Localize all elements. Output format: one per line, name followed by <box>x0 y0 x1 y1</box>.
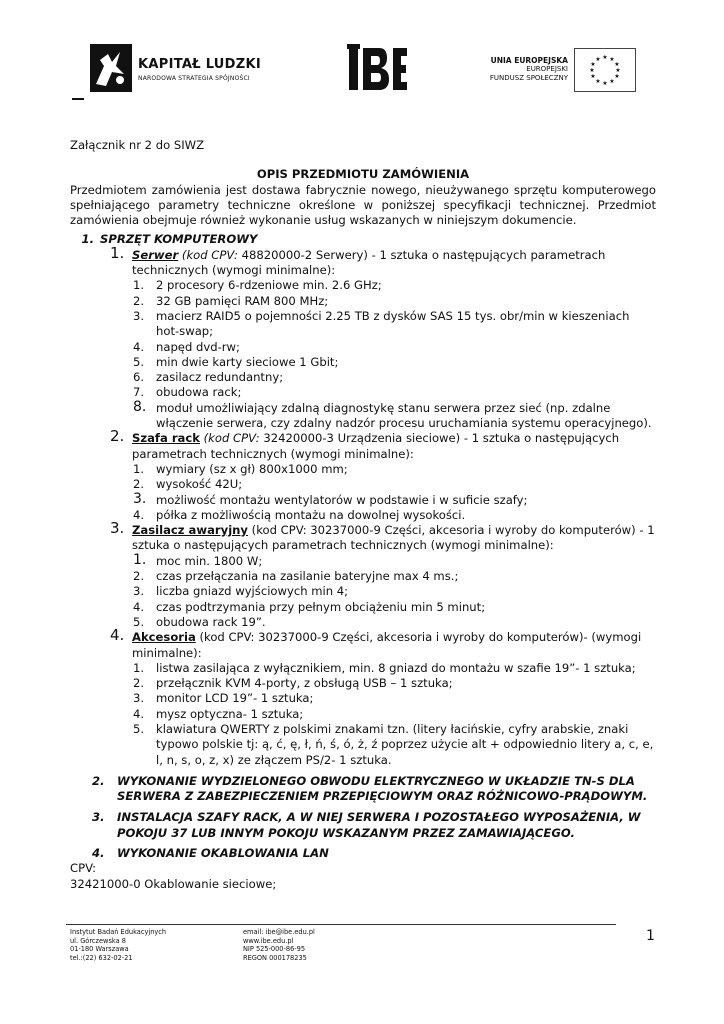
spec-item <box>70 551 656 569</box>
spec-item <box>70 398 656 432</box>
page-number: 1 <box>646 928 655 944</box>
equipment-item-number: 2. <box>110 427 125 446</box>
spec-item-number: 3. <box>133 308 145 323</box>
footer-contact <box>243 928 315 962</box>
section-3-number: 3. <box>92 810 105 825</box>
spec-item-text: 2 procesory 6-rdzeniowe min. 2.6 GHz; <box>156 278 382 293</box>
spec-item <box>70 355 656 370</box>
spec-item-text: klawiatura QWERTY z polskimi znakami tzn. (litery łacińskie, cyfry arabskie, znaki typowo polskie tj: ą, ć, ę, ł, ń, ś, ó, ż, ź poprzez użycie alt + odpowiednio litery a, c, e, l, n, s, o, z, x) ze złączem PS/2- 1 sztuka. <box>156 721 654 767</box>
spec-item-number: 8. <box>133 398 147 415</box>
spec-item-number: 4. <box>133 339 145 354</box>
spec-item <box>70 294 656 309</box>
equipment-item-description: (kod CPV: 30237000-9 Części, akcesoria i wyroby do komputerów) - 1 sztuka o następujących parametrach technicznych (wymogi minimalne): <box>132 523 655 553</box>
spec-item <box>70 340 656 355</box>
spec-item-text: napęd dvd-rw; <box>156 339 240 354</box>
spec-item-text: wymiary (sz x gł) 800x1000 mm; <box>156 461 348 476</box>
spec-item-number: 1. <box>133 551 147 568</box>
header-dash <box>72 98 84 100</box>
spec-item <box>70 600 656 615</box>
spec-item-number: 2. <box>133 676 145 691</box>
spec-item <box>70 490 656 508</box>
equipment-item <box>70 243 656 279</box>
footer-website: www.ibe.edu.pl <box>243 936 294 945</box>
eu-line3: FUNDUSZ SPOŁECZNY <box>489 74 568 82</box>
document-body <box>70 138 656 892</box>
spec-item-number: 1. <box>133 278 145 293</box>
svg-text:★: ★ <box>602 54 608 61</box>
spec-item <box>70 691 656 706</box>
section-1-title: SPRZĘT KOMPUTEROWY <box>100 232 258 247</box>
equipment-item-description: 32420000-3 Urządzenia sieciowe) - 1 sztuka o następujących parametrach technicznych (wymogi minimalne): <box>132 431 620 461</box>
spec-item-number: 3. <box>133 691 145 706</box>
eu-line1: UNIA EUROPEJSKA <box>490 56 568 65</box>
equipment-item-cpv-label: (kod CPV: <box>199 431 260 446</box>
footer-email: email: ibe@ibe.edu.pl <box>243 928 315 936</box>
cpv-label: CPV: <box>70 861 96 876</box>
equipment-item-description: 48820000-2 Serwery) - 1 sztuka o następujących parametrach technicznych (wymogi minimalne): <box>132 247 606 278</box>
spec-item <box>70 615 656 630</box>
spec-item-text: monitor LCD 19”- 1 sztuka; <box>156 691 314 706</box>
section-3-title: INSTALACJA SZAFY RACK, A W NIEJ SERWERA I POZOSTAŁEGO WYPOSAŻENIA, W POKOJU 37 LUB INNYM POKOJU WSKAZANYM PRZEZ ZAMAWIAJĄCEGO. <box>117 810 641 840</box>
footer-address-line: Instytut Badań Edukacyjnych <box>70 928 167 936</box>
spec-item-text: możliwość montażu wentylatorów w podstawie i w suficie szafy; <box>156 492 528 507</box>
equipment-item-name: Akcesoria <box>132 630 196 645</box>
spec-item-text: liczba gniazd wyjściowych min 4; <box>156 584 349 599</box>
svg-text:★: ★ <box>595 78 601 85</box>
kapital-ludzki-subtitle: NARODOWA STRATEGIA SPÓJNOŚCI <box>138 75 250 82</box>
footer-divider <box>66 924 616 925</box>
section-4-title: WYKONANIE OKABLOWANIA LAN <box>117 846 329 861</box>
eu-line2: EUROPEJSKI <box>526 65 568 73</box>
svg-text:★: ★ <box>614 61 620 68</box>
section-2-title: WYKONANIE WYDZIELONEGO OBWODU ELEKTRYCZNEGO W UKŁADZIE TN-S DLA SERWERA Z ZABEZPIECZENIEM PRZEPIĘCIOWYM ORAZ RÓŻNICOWO-PRĄDOWYM. <box>117 773 648 804</box>
spec-item-text: macierz RAID5 o pojemności 2.25 TB z dysków SAS 15 tys. obr/min w kieszeniach hot-swap; <box>156 308 630 339</box>
section-1-heading <box>70 232 656 247</box>
svg-text:★: ★ <box>615 67 621 74</box>
spec-item <box>70 584 656 599</box>
eu-flag-icon <box>574 48 636 92</box>
svg-text:★: ★ <box>589 67 595 74</box>
footer-address <box>70 928 166 962</box>
spec-item <box>70 508 656 523</box>
footer-nip: NIP 525-000-86-95 <box>243 945 306 954</box>
spec-item-number: 4. <box>133 507 145 522</box>
spec-item-number: 4. <box>133 599 145 614</box>
intro-paragraph: Przedmiotem zamówienia jest dostawa fabrycznie nowego, nieużywanego sprzętu komputerowego spełniającego parametry techniczne określone w poniższej specyfikacji technicznej. Przedmiot zamówienia obejmuje również wykonanie usług wskazanych w niniejszym dokumencie. <box>70 182 656 228</box>
footer-regon: REGON 000178235 <box>243 953 307 962</box>
spec-item <box>70 707 656 722</box>
spec-item-number: 3. <box>133 490 147 507</box>
spec-item-number: 3. <box>133 584 145 599</box>
kapital-ludzki-logo-icon <box>90 44 132 92</box>
svg-text:★: ★ <box>609 56 615 63</box>
spec-item-text: przełącznik KVM 4-porty, z obsługą USB – 1 sztuka; <box>156 676 453 691</box>
equipment-item-number: 4. <box>110 626 125 645</box>
spec-item <box>70 309 656 340</box>
svg-text:★: ★ <box>609 78 615 85</box>
equipment-item <box>70 519 656 554</box>
header <box>0 40 724 110</box>
spec-item-number: 1. <box>133 461 145 476</box>
spec-item <box>70 278 656 293</box>
spec-item-text: 32 GB pamięci RAM 800 MHz; <box>156 293 329 308</box>
spec-item-text: moc min. 1800 W; <box>156 553 263 568</box>
eu-label <box>470 56 568 83</box>
spec-item-number: 2. <box>133 477 145 492</box>
equipment-item-description: (kod CPV: 30237000-9 Części, akcesoria i wyroby do komputerów)- (wymogi minimalne): <box>132 630 642 660</box>
spec-item <box>70 661 656 676</box>
spec-item-text: zasilacz redundantny; <box>156 370 284 385</box>
spec-item-text: obudowa rack 19”. <box>156 614 266 629</box>
spec-item-text: min dwie karty sieciowe 1 Gbit; <box>156 354 339 369</box>
document-title: OPIS PRZEDMIOTU ZAMÓWIENIA <box>256 167 470 182</box>
spec-item-text: czas przełączania na zasilanie bateryjne max 4 ms.; <box>156 569 459 584</box>
spec-item-text: listwa zasilająca z wyłącznikiem, min. 8 gniazd do montażu w szafie 19”- 1 sztuka; <box>156 660 636 675</box>
equipment-item <box>70 626 656 661</box>
spec-item-number: 5. <box>133 614 145 629</box>
spec-item <box>70 722 656 768</box>
spec-item-text: mysz optyczna- 1 sztuka; <box>156 706 304 721</box>
section-3-heading <box>70 810 656 841</box>
spec-item-number: 5. <box>133 721 145 736</box>
section-2-heading <box>70 774 656 805</box>
section-4-number: 4. <box>92 846 105 861</box>
spec-item <box>70 370 656 385</box>
footer-address-line: tel.:(22) 632-02-21 <box>70 953 133 962</box>
footer-address-line: ul. Górczewska 8 <box>70 936 126 945</box>
equipment-item-name: Zasilacz awaryjny <box>132 523 248 538</box>
spec-item <box>70 676 656 691</box>
equipment-list <box>70 243 656 768</box>
section-2-number: 2. <box>92 773 105 788</box>
svg-text:★: ★ <box>614 73 620 80</box>
ibe-logo-icon <box>345 44 409 94</box>
section-1-number: 1. <box>81 232 94 247</box>
svg-text:★: ★ <box>602 80 608 87</box>
svg-text:★: ★ <box>595 56 601 63</box>
spec-item-text: moduł umożliwiający zdalną diagnostykę stanu serwera przez sieć (np. zdalne włączenie serwera, czy zdalny nadzór procesu uruchamiania systemu operacyjnego). <box>156 400 652 431</box>
spec-item-number: 2. <box>133 293 145 308</box>
equipment-item-name: Szafa rack <box>132 431 200 446</box>
equipment-item-number: 1. <box>110 243 125 262</box>
spec-item <box>70 462 656 477</box>
spec-item-text: czas podtrzymania przy pełnym obciążeniu min 5 minut; <box>156 599 486 614</box>
section-4-heading <box>70 846 656 861</box>
spec-item <box>70 385 656 400</box>
spec-item-number: 5. <box>133 354 145 369</box>
spec-item-number: 4. <box>133 706 145 721</box>
footer-address-line: 01-180 Warszawa <box>70 945 129 954</box>
spec-item-number: 2. <box>133 569 145 584</box>
equipment-item-cpv-label: (kod CPV: <box>178 247 238 262</box>
svg-text:★: ★ <box>590 61 596 68</box>
cpv-value: 32421000-0 Okablowanie sieciowe; <box>70 876 277 891</box>
spec-item-text: wysokość 42U; <box>156 477 243 492</box>
kapital-ludzki-title: KAPITAŁ LUDZKI <box>138 57 261 72</box>
spec-item-text: obudowa rack; <box>156 385 242 400</box>
equipment-item <box>70 427 656 462</box>
spec-item <box>70 569 656 584</box>
equipment-item-name: Serwer <box>132 247 179 262</box>
spec-item-number: 6. <box>133 370 145 385</box>
spec-item-text: półka z możliwością montażu na dowolnej wysokości. <box>156 507 466 522</box>
spec-item-number: 1. <box>133 660 145 675</box>
spec-item <box>70 477 656 492</box>
spec-item-number: 7. <box>133 385 145 400</box>
svg-text:★: ★ <box>590 73 596 80</box>
annex-label: Załącznik nr 2 do SIWZ <box>70 138 205 152</box>
equipment-item-number: 3. <box>110 519 125 538</box>
